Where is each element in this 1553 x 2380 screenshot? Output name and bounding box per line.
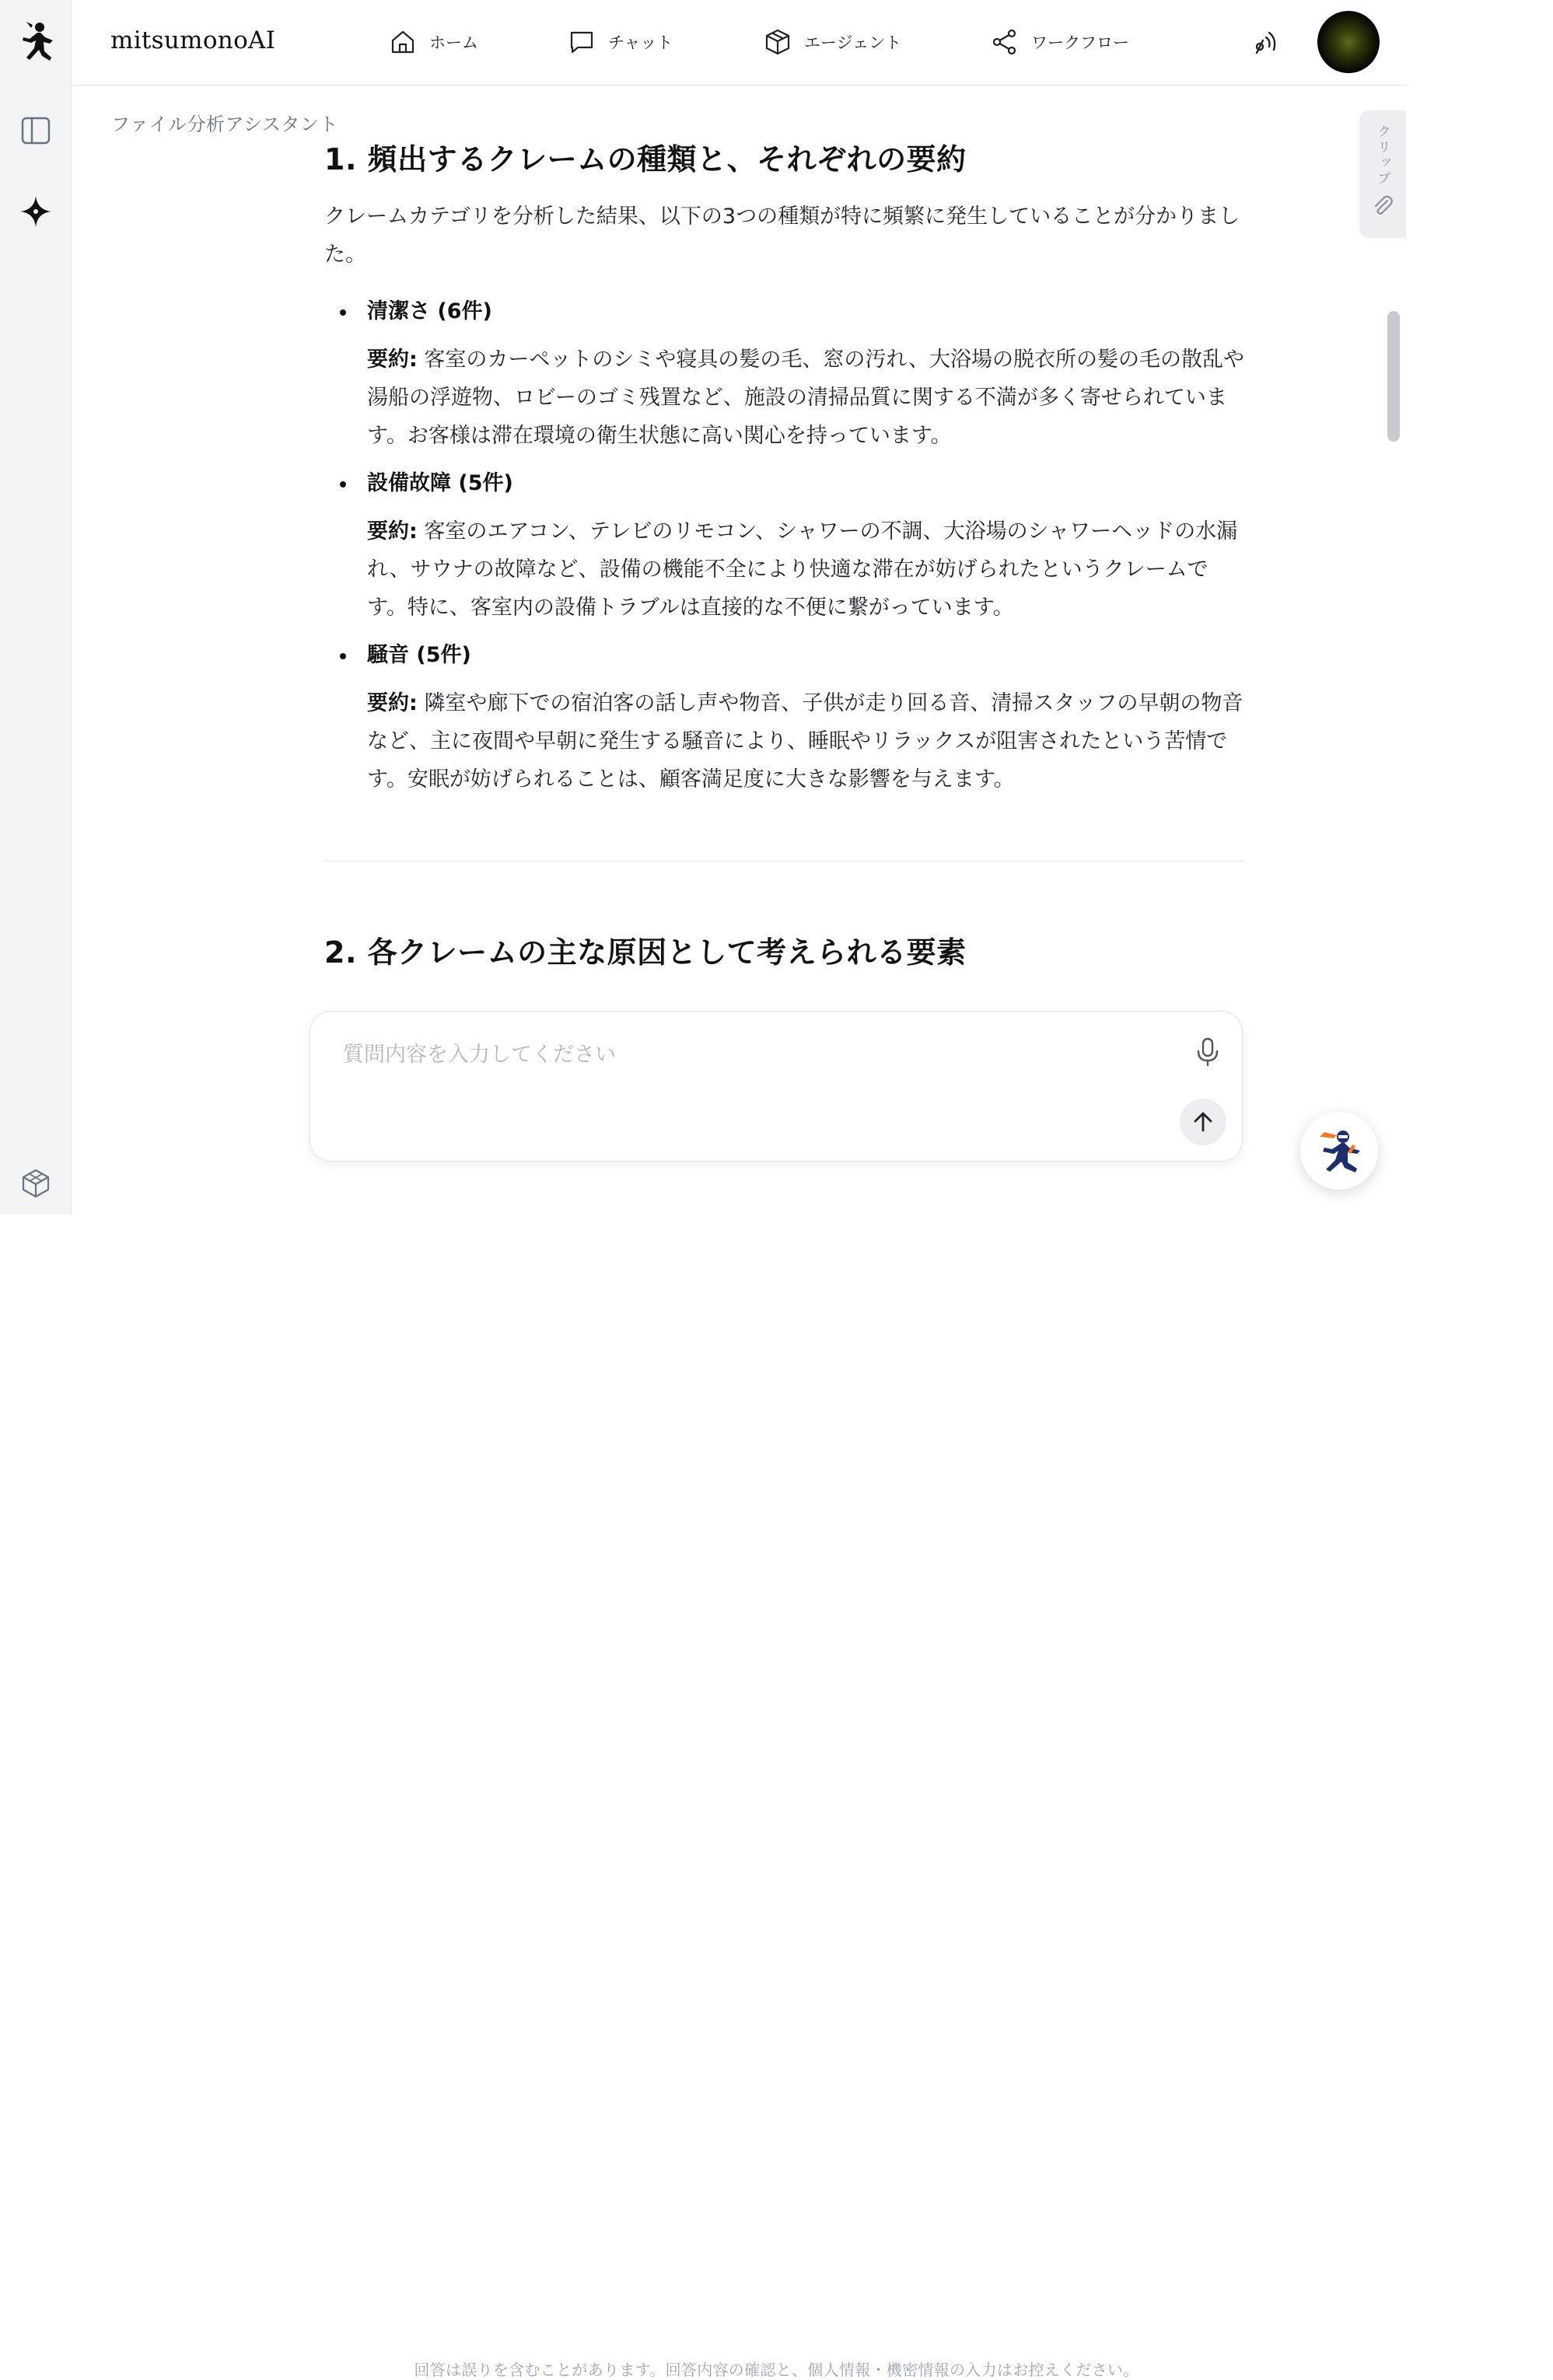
section1-intro: クレームカテゴリを分析した結果、以下の3つの種類が特に頻繁に発生していることが分かりました。 <box>324 204 1240 267</box>
summary-text: 客室のエアコン、テレビのリモコン、シャワーの不調、大浴場のシャワーヘッドの水漏れ、サウナの故障など、設備の機能不全により快適な滞在が妨げられたというクレームです。特に、客室内の設備トラブルは直接的な不便に繋がっています。 <box>367 519 1238 620</box>
clip-label: クリップ <box>1374 124 1390 187</box>
sparkle-icon[interactable] <box>16 191 56 232</box>
section1-heading: 1. 頻出するクレームの種類と、それぞれの要約 <box>324 142 967 176</box>
nav-home[interactable] <box>389 26 478 58</box>
avatar[interactable] <box>1317 11 1380 73</box>
claim-summary <box>367 512 1245 627</box>
share-nodes-icon <box>991 28 1019 56</box>
summary-label: 要約: <box>367 519 418 543</box>
nav-chat-label: チャット <box>608 33 673 52</box>
claim-summary <box>367 684 1245 799</box>
clip-tab[interactable] <box>1359 110 1406 238</box>
brand-name[interactable]: mitsumonoAI <box>110 26 276 54</box>
bullet-dot <box>340 653 346 659</box>
summary-text: 客室のカーペットのシミや寝具の髪の毛、窓の汚れ、大浴場の脱衣所の髪の毛の散乱や湯船の浮遊物、ロビーのゴミ残置など、施設の清掃品質に関する不満が多く寄せられています。お客様は滞在環境の衛生状態に高い関心を持っています。 <box>367 348 1245 448</box>
voice-wave-icon[interactable] <box>1246 23 1283 61</box>
claim-title: 騒音 (5件) <box>367 643 471 667</box>
home-icon <box>389 28 417 56</box>
box-icon <box>764 28 792 56</box>
nav-workflow[interactable] <box>991 26 1129 58</box>
summary-text: 隣室や廊下での宿泊客の話し声や物音、子供が走り回る音、清掃スタッフの早朝の物音など、主に夜間や早朝に発生する騒音により、睡眠やリラックスが阻害されたという苦情です。安眠が妨げられることは、顧客満足度に大きな影響を与えます。 <box>367 691 1243 792</box>
send-button[interactable] <box>1180 1099 1226 1145</box>
chat-bubble-icon <box>568 28 596 56</box>
summary-label: 要約: <box>367 691 418 715</box>
section2-heading: 2. 各クレームの主な原因として考えられる要素 <box>324 935 967 970</box>
nav-chat[interactable] <box>568 26 673 58</box>
scrollbar-thumb[interactable] <box>1387 311 1400 442</box>
disclaimer-text: 回答は誤りを含むことがあります。回答内容の確認と、個人情報・機密情報の入力はお控えください。 <box>414 2361 1139 2379</box>
cube-icon[interactable] <box>16 1163 56 1204</box>
claim-list <box>324 292 1245 799</box>
list-item <box>324 292 1245 455</box>
paperclip-icon <box>1372 194 1394 216</box>
nav-agent-label: エージェント <box>804 33 902 52</box>
bullet-dot <box>340 481 346 488</box>
claim-summary <box>367 341 1245 455</box>
nav-workflow-label: ワークフロー <box>1031 33 1129 52</box>
ninja-mascot-button[interactable] <box>1300 1112 1378 1190</box>
microphone-icon[interactable] <box>1186 1030 1229 1074</box>
chat-response <box>324 140 1245 995</box>
arrow-up-icon <box>1191 1110 1215 1134</box>
nav-home-label: ホーム <box>429 33 478 52</box>
summary-label: 要約: <box>367 348 418 372</box>
claim-title: 清潔さ (6件) <box>367 299 492 323</box>
list-item <box>324 636 1245 799</box>
page-subtitle: ファイル分析アシスタント <box>111 114 338 135</box>
ninja-mascot-icon <box>1313 1127 1365 1174</box>
claim-title: 設備故障 (5件) <box>367 471 513 495</box>
chat-input[interactable] <box>343 1035 1121 1074</box>
left-rail <box>0 0 72 1214</box>
top-header <box>72 0 1408 86</box>
list-item <box>324 464 1245 627</box>
bullet-dot <box>340 309 346 316</box>
ninja-logo-icon[interactable] <box>16 22 56 62</box>
nav-agent[interactable] <box>764 26 901 58</box>
sidebar-toggle-icon[interactable] <box>16 110 56 151</box>
chat-input-box <box>310 1011 1243 1162</box>
